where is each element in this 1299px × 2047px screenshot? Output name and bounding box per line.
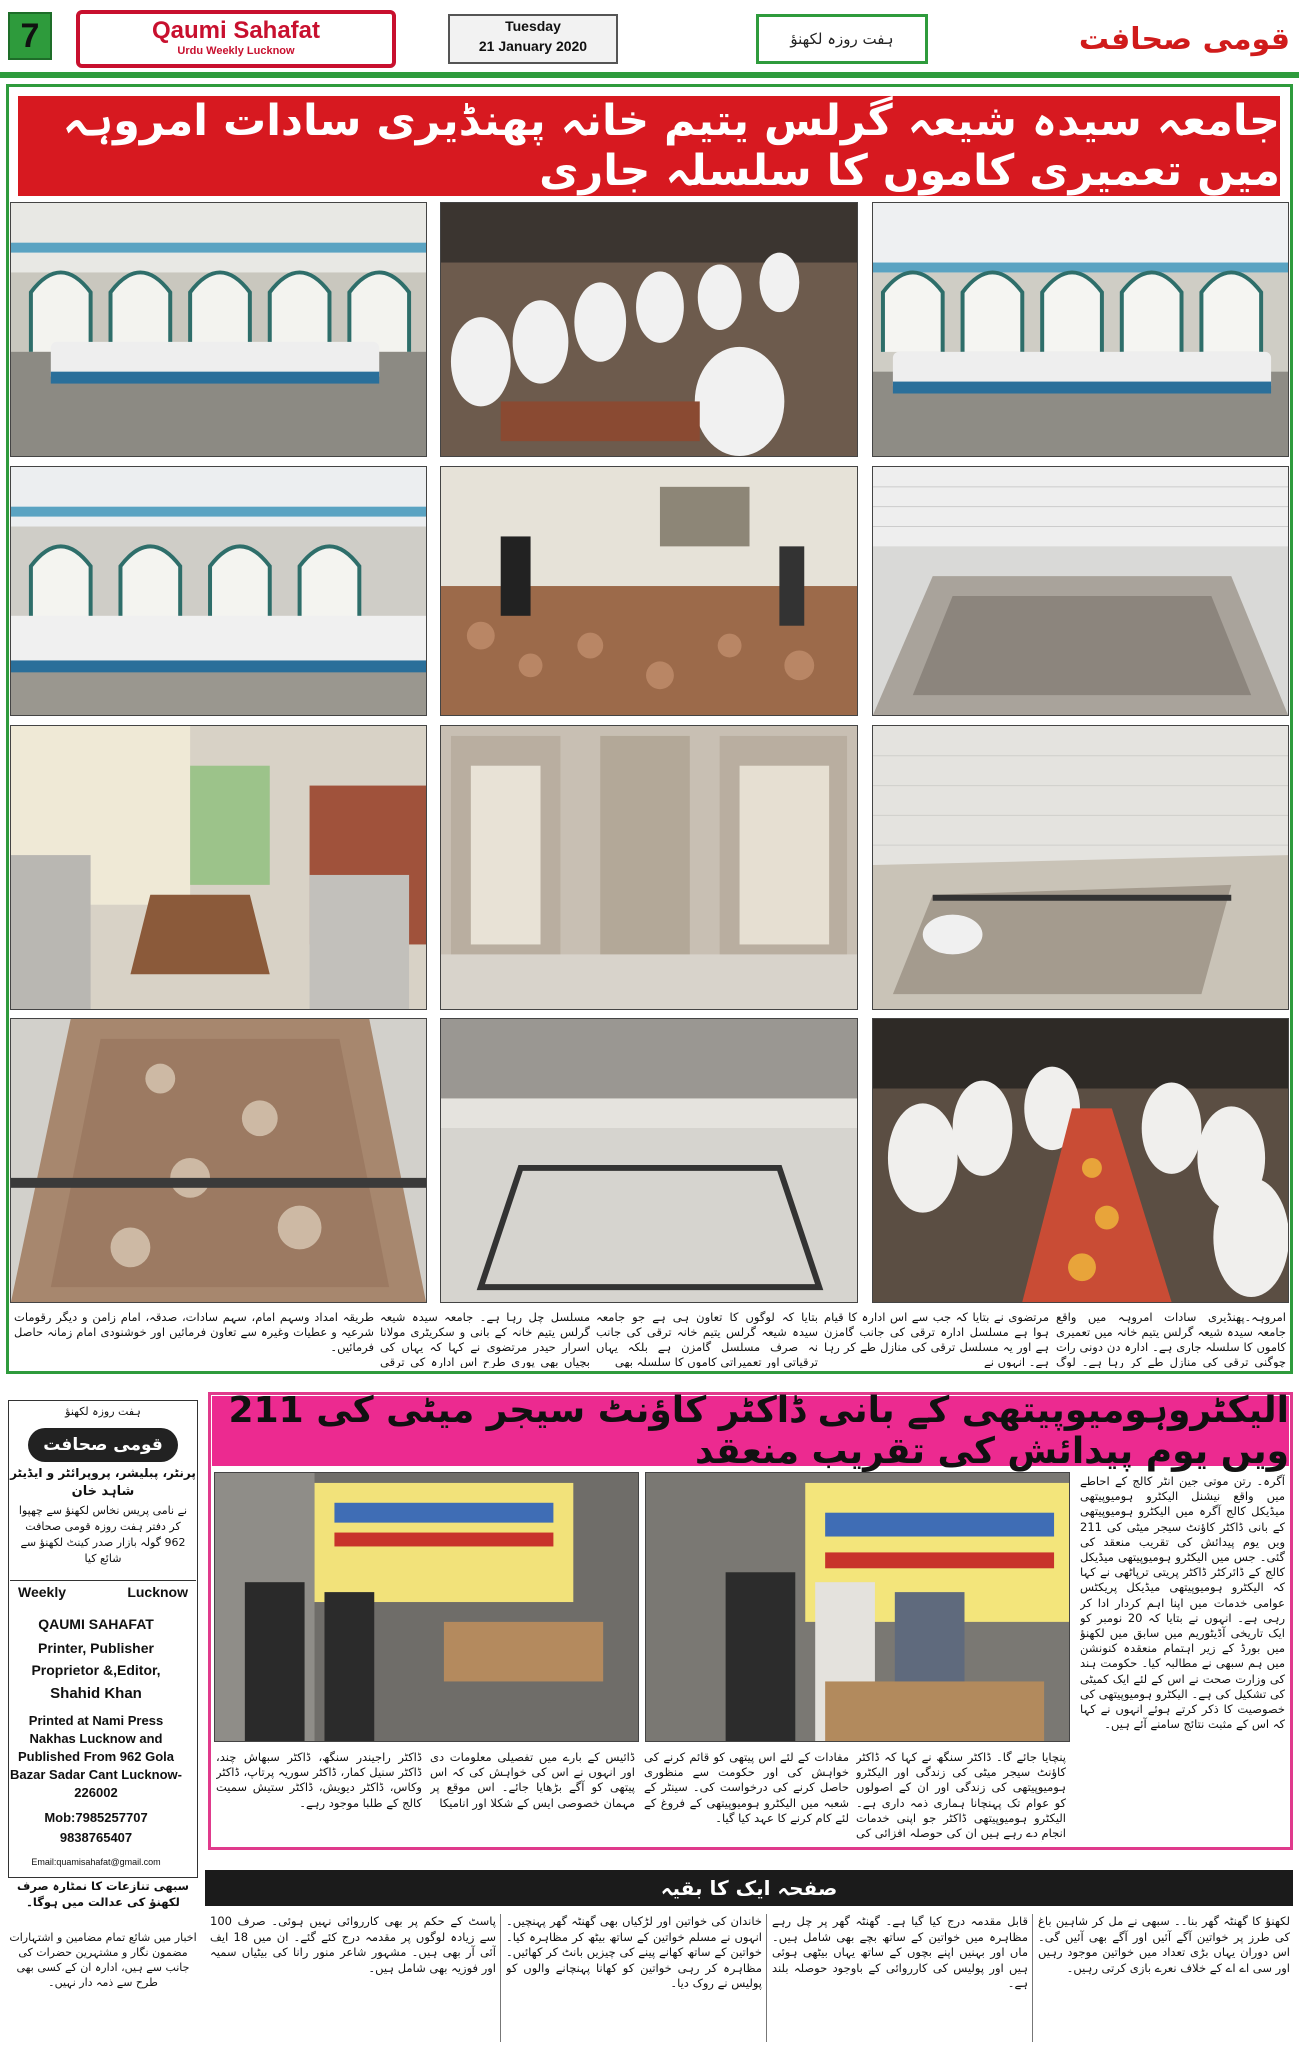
story2-column-3: مفادات کے لئے اس پیتھی کو قائم کرنے کی خواہش کی اور حکومت سے منظوری حاصل کرنے کی درخواست کی۔ سینٹر کے شعبہ میں الیکٹرو ہومیوپیتھی کے فروغ کے لئے کام کرنے کا عہد کیا گیا۔: [644, 1750, 849, 1825]
masthead-logo-english: [76, 10, 396, 68]
photo-marble-floor-1: [872, 466, 1289, 716]
imprint-name-urdu: شاہد خان: [71, 1484, 135, 1499]
continuation-title: صفحہ ایک کا بقیہ: [205, 1870, 1293, 1906]
continuation-column-3: خاندان کی خواتین اور لڑکیاں بھی گھنٹہ گھر پہنچیں۔ انہوں نے مسلم خواتین کے ساتھ بیٹھ کر مظاہرہ کیا۔ خواتین کے ساتھ کھانے پینے کی چیزیں بانٹ کر کھائیں۔ مظاہرہ کر رہی خواتین کو کھانا پہنچانے والوں کو پولیس نے روک دیا۔: [506, 1914, 762, 1990]
date-full: 21 January 2020: [478, 38, 588, 54]
story1-column-1: امروہہ۔پھنڈیری سادات امروہہ میں واقع جامعہ سیدہ شیعہ گرلس یتیم خانہ میں تعمیری کاموں کا سلسلہ جاری ہے۔ ادارہ دن دونی رات چوگنی ترقی کی منازل طے کر رہا ہے۔ لوگ: [1056, 1310, 1286, 1368]
masthead-title-urdu: قومی صحافت: [1078, 22, 1290, 57]
photo-construction-digging: [440, 466, 858, 716]
photo-girls-meal-1: [440, 202, 858, 457]
column-rule: [1032, 1914, 1033, 2042]
imprint-name-english: Shahid Khan: [50, 1685, 142, 1702]
continuation-column-4: پاسٹ کے حکم پر بھی کارروائی نہیں ہوئی۔ صرف 100 سے زیادہ لوگوں پر مقدمہ درج کئے گئے۔ ان میں 18 ایف آئی آر بھی ہیں۔ مشہور شاعر منور رانا کی بیٹیاں سمیہ اور فوزیہ بھی شامل ہیں۔: [210, 1914, 496, 1975]
imprint-role-1: Printer, Publisher: [38, 1640, 154, 1656]
photo-tiled-bathroom: [440, 725, 858, 1010]
imprint-mobile: Mob:7985257707: [44, 1810, 148, 1825]
story1-column-2: مرتضوی نے بتایا کہ جب سے اس ادارہ کا قیام ہوا ہے مسلسل ادارہ ترقی کی جانب گامزن ہے اور یہ مسلسل ترقی کی منازل طے کر رہا ہے۔ انہوں نے: [824, 1310, 1049, 1368]
story2-column-5: ڈاکٹر راجیندر سنگھ، ڈاکٹر سبھاش چند، ڈاکٹر سنیل کمار، ڈاکٹر سوریہ پرتاپ، ڈاکٹر وکاس، ڈاکٹر دیویش، ڈاکٹر ستیش سمیت کالج کے طلبا موجود رہے۔: [216, 1750, 422, 1810]
imprint-logo: قومی صحافت: [28, 1428, 178, 1462]
masthead-subtitle-english: Urdu Weekly Lucknow: [177, 45, 295, 57]
imprint-tag-urdu: ہفت روزہ لکھنؤ: [65, 1405, 141, 1418]
imprint-city: Lucknow: [127, 1584, 188, 1600]
imprint-email: Email:quamisahafat@gmail.com: [31, 1857, 161, 1867]
photo-tiled-corridor: [872, 725, 1289, 1010]
photo-girls-courtyard-3: [10, 466, 427, 716]
continuation-column-2: قابل مقدمہ درج کیا گیا ہے۔ گھنٹہ گھر پر چل رہے مظاہرہ میں خواتین کے ساتھ بچے بھی شامل ہیں۔ ماں اور بہنیں اپنے بچوں کے ساتھ یہاں بیٹھی ہوئی ہیں اور پولیس کی کارروائی کے باوجود حوصلہ بلند ہے۔: [772, 1914, 1028, 1990]
imprint-roles-urdu: پرنٹر، پبلیشر، پروپرائٹر و ایڈیٹر: [10, 1466, 196, 1480]
story2-column-2: پنچایا جائے گا۔ ڈاکٹر سنگھ نے کہا کہ ڈاکٹر کاؤنٹ سیجر میٹی کی زندگی اور الیکٹرو ہومیوپیتھی کی زندگی اور ان کے اصولوں کو عوام تک پہنچانا ہماری ذمہ داری ہے۔ الیکٹرو ہومیوپیتھی ڈاکٹر جو اپنی خدمات انجام دے رہے ہیں ان کی حوصلہ افزائی کی: [856, 1750, 1066, 1841]
photo-event-stage-1: [214, 1472, 639, 1742]
imprint-mobile-2: 9838765407: [59, 1830, 133, 1845]
imprint-paper-name: QAUMI SAHAFAT: [38, 1616, 154, 1632]
photo-girls-courtyard-1: [10, 202, 427, 457]
imprint-role-2: Proprietor &,Editor,: [31, 1662, 161, 1678]
weekly-tag: ہفت روزہ لکھنؤ: [756, 14, 928, 64]
masthead-title-english: Qaumi Sahafat: [151, 17, 321, 44]
photo-marble-hall: [440, 1018, 858, 1303]
story1-column-5: طریقہ امداد وسہم امام، سہم سادات، صدقہ، امام زامن و دیگر رقومات شرعیہ و عطیات وغیرہ سے تعاون فرمائیں اور خوشنودی امام زمانہ حاصل فرمائیں۔: [14, 1310, 374, 1354]
imprint-weekly: Weekly: [18, 1584, 66, 1600]
photo-marble-floor-2: [10, 1018, 427, 1303]
story2-column-1: آگرہ۔ رتن موتی جین انٹر کالج کے احاطے میں واقع نیشنل الیکٹرو ہومیوپیتھی میڈیکل کالج آگرہ میں الیکٹرو ہومیوپیتھی کے بانی ڈاکٹر کاؤنٹ سیجر میٹی کی 211 ویں یوم پیدائش کی تقریب منعقد کی گئی۔ جس میں الیکٹرو ہومیوپیتھی میڈیکل کالج کے ڈائرکٹر ڈاکٹر پریتی ترپاٹھی نے کہا کہ الیکٹرو ہومیوپیتھی میڈیکل پریکٹس عوامی خدمات میں اپنا اہم کردار ادا کر رہی ہے۔ انہوں نے بتایا کہ 20 نومبر کو ایک تاریخی آڈیٹوریم میں سابق میں لکھنؤ میں بورڈ کے زیر اہتمام منعقدہ کنونشن میں ہم سبھی نے مطالبہ کیا۔ حکومت ہند کی وزارت صحت نے اس کے لئے ایک کمیٹی کی تشکیل کی ہے۔ الیکٹرو ہومیوپیتھی کی خصوصیت کا ذکر کرتے ہوئے انہوں نے کہا کہ اس کے مثبت نتائج سامنے آئے ہیں۔: [1080, 1474, 1285, 1732]
imprint-weekly-line: [18, 1584, 188, 1600]
story1-column-3: بتایا کہ لوگوں کا تعاون ہی ہے جو جامعہ سیدہ شیعہ گرلس یتیم خانہ ترقی کی جانب نہ صرف مسلسل گامزن ہے بلکہ یہاں ترقیاتی اور تعمیراتی کاموں کا سلسلہ بھی: [596, 1310, 818, 1368]
story2-headline: الیکٹروہومیوپیتھی کے بانی ڈاکٹر کاؤنٹ سیجر میٹی کی 211 ویں یوم پیدائش کی تقریب منعقد: [212, 1396, 1289, 1466]
column-rule: [500, 1914, 501, 2042]
date-box: [448, 14, 618, 64]
imprint-disclaimer-note: اخبار میں شائع تمام مضامین و اشتہارات مضمون نگار و مشتہرین حضرات کی جانب سے ہیں، ادارہ ان کے کسی بھی طرح سے ذمہ دار نہیں۔: [9, 1931, 197, 1989]
story2-column-4: ڈائیس کے بارے میں تفصیلی معلومات دی اور انہوں نے اس کی خواہش کی کہ اس پیتھی کو آگے بڑھایا جائے۔ اس موقع پر مہمان خصوصی ایس کے شکلا اور انامیکا: [430, 1750, 635, 1810]
photo-event-stage-2: [645, 1472, 1070, 1742]
main-story-headline: جامعہ سیدہ شیعہ گرلس یتیم خانہ پھنڈیری سادات امروہہ میں تعمیری کاموں کا سلسلہ جاری: [18, 96, 1280, 196]
imprint-urdu-block: [8, 1466, 198, 1567]
imprint-address: Printed at Nami Press Nakhas Lucknow and Published From 962 Gola Bazar Sadar Cant Lucknow-226002: [10, 1713, 182, 1800]
masthead-divider: [0, 72, 1299, 78]
photo-girls-meal-2: [872, 1018, 1289, 1303]
imprint-jurisdiction-note: سبھی تنازعات کا نمٹارہ صرف لکھنؤ کی عدالت میں ہوگا۔: [17, 1879, 189, 1909]
story1-column-4: مسلسل چل رہا ہے۔ جامعہ سیدہ شیعہ گرلس یتیم خانہ کے بانی و سکریٹری مولانا اسرار حیدر مرتضوی نے کہا کہ یہاں کی بچیاں بھی پوری طرح اس ادارہ کی ترقی: [380, 1310, 590, 1368]
column-rule: [766, 1914, 767, 2042]
imprint-text-urdu: نے نامی پریس نخاس لکھنؤ سے چھپوا کر دفتر ہفت روزہ قومی صحافت 962 گولہ بازار صدر کینٹ لکھنؤ سے شائع کیا: [18, 1504, 188, 1565]
continuation-column-1: لکھنؤ کا گھنٹہ گھر بنا۔۔ سبھی نے مل کر شاہین باغ کی طرز پر خواتین آگے آئیں اور آگے بھی آئیں گی۔ اس دوران یہاں بڑی تعداد میں خواتین موجود رہیں اور سی اے اے کے خلاف نعرے بازی کرتی رہیں۔: [1038, 1914, 1290, 1975]
photo-marble-slabs-lane: [10, 725, 427, 1010]
imprint-divider: [10, 1580, 196, 1581]
date-day: Tuesday: [505, 18, 561, 34]
page-number: 7: [8, 12, 52, 60]
photo-girls-courtyard-2: [872, 202, 1289, 457]
